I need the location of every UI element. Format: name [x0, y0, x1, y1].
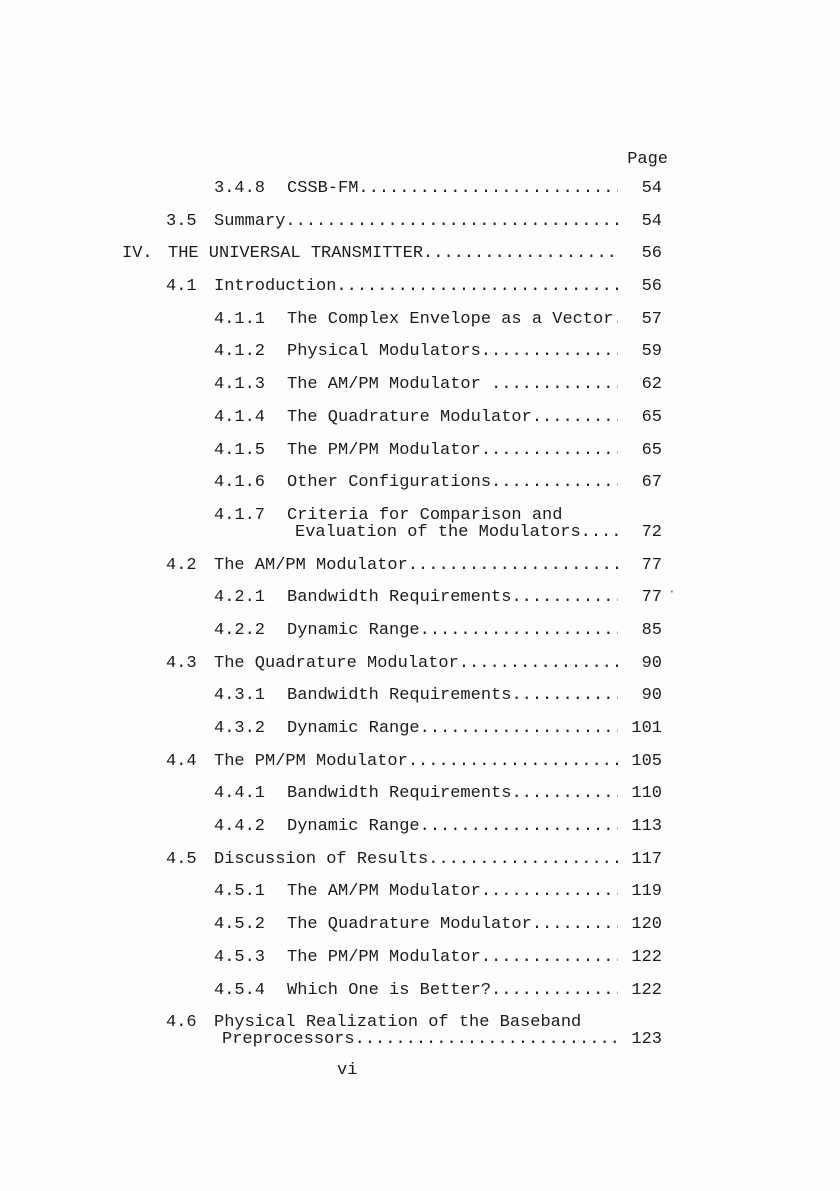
toc-entry — [122, 507, 662, 541]
toc-entry — [122, 851, 662, 868]
toc-entry-number: 4.4.1 — [214, 784, 266, 804]
page-number-footer: vi — [337, 1061, 358, 1080]
toc-entry-title: The AM/PM Modulator — [287, 882, 481, 902]
dot-leader — [420, 818, 618, 835]
toc-entry-page: 56 — [641, 244, 662, 264]
dot-leader — [511, 589, 618, 606]
toc-entry-page: 119 — [631, 882, 662, 902]
toc-entry-page: 72 — [641, 522, 662, 542]
toc-entry-title: The Quadrature Modulator — [287, 915, 532, 935]
toc-entry-number: 4.4.2 — [214, 817, 266, 837]
toc-entry-title: THE UNIVERSAL TRANSMITTER — [168, 244, 424, 264]
toc-entry-title: Introduction — [214, 277, 337, 297]
toc-entry-page: 90 — [641, 653, 662, 673]
toc-entry-title: Bandwidth Requirements — [287, 686, 512, 706]
dot-leader — [481, 883, 618, 900]
toc-entry — [122, 949, 662, 966]
toc-entry-page: 122 — [631, 947, 662, 967]
toc-entry — [122, 720, 662, 737]
toc-entry-title: Summary — [214, 211, 286, 231]
dot-leader — [420, 720, 618, 737]
toc-entry — [122, 687, 662, 704]
toc-entry-page: 56 — [641, 277, 662, 297]
toc-entry-title: The Quadrature Modulator — [214, 653, 459, 673]
dot-leader — [581, 524, 618, 541]
dot-leader — [491, 376, 618, 393]
toc-entry-title: The PM/PM Modulator — [287, 947, 481, 967]
toc-entry — [122, 474, 662, 491]
page-column-header: Page — [627, 150, 668, 169]
toc-entry — [122, 883, 662, 900]
toc-entry-title-wrap — [214, 1014, 662, 1048]
toc-entry-page: 101 — [631, 719, 662, 738]
dot-leader — [336, 278, 618, 295]
toc-entry-number: 4.2 — [166, 555, 197, 575]
toc-entry — [122, 589, 662, 606]
toc-entry — [122, 278, 662, 295]
toc-entry-page: 120 — [631, 915, 662, 935]
toc-entry-number: IV. — [122, 244, 153, 264]
toc-entry-number: 4.3 — [166, 653, 197, 673]
toc-entry-title: The PM/PM Modulator — [287, 440, 481, 460]
dot-leader — [481, 343, 618, 360]
toc-entry-page: 54 — [641, 179, 662, 198]
toc-entry-title: Bandwidth Requirements — [287, 588, 512, 608]
toc-entry-title: Criteria for Comparison and — [287, 505, 563, 525]
dot-leader — [408, 557, 618, 574]
toc-entry-page: 117 — [631, 849, 662, 869]
dot-leader — [481, 949, 618, 966]
toc-entry — [122, 409, 662, 426]
toc-entry — [122, 442, 662, 459]
toc-entry — [122, 655, 662, 672]
toc-entry-number: 4.1.3 — [214, 375, 266, 395]
toc-entry-title: Physical Realization of the Baseband — [214, 1013, 582, 1033]
toc-entry — [122, 343, 662, 360]
toc-entry — [122, 753, 662, 770]
toc-entry-number: 4.2.2 — [214, 620, 266, 640]
toc-entry — [122, 376, 662, 393]
toc-entry — [122, 180, 662, 197]
toc-entry-number: 4.1.6 — [214, 473, 266, 493]
toc-entry — [122, 245, 662, 262]
toc-entry-number: 4.6 — [166, 1013, 197, 1033]
toc-entry-page: 113 — [631, 817, 662, 837]
toc-entry-title-continued: Preprocessors — [222, 1030, 355, 1050]
toc-entry-number: 4.3.1 — [214, 686, 266, 706]
toc-entry-number: 4.5.1 — [214, 882, 266, 902]
toc-entry-title: Bandwidth Requirements — [287, 784, 512, 804]
toc-entry-number: 4.1.7 — [214, 505, 266, 525]
toc-entry-title-wrap — [287, 507, 662, 541]
toc-entry-page: 65 — [641, 440, 662, 460]
toc-entry — [122, 557, 662, 574]
toc-entry-title: Dynamic Range — [287, 719, 420, 738]
toc-entry-page: 65 — [641, 407, 662, 427]
toc-entry-title: Physical Modulators — [287, 342, 481, 362]
dot-leader — [459, 655, 618, 672]
scan-artifact-dot: · — [668, 584, 676, 599]
dot-leader — [511, 687, 618, 704]
toc-entry-page: 77 — [641, 555, 662, 575]
toc-entry — [122, 1014, 662, 1048]
toc-entry-title: Dynamic Range — [287, 817, 420, 837]
toc-entry-number: 4.5.4 — [214, 980, 266, 1000]
toc-entry-number: 4.3.2 — [214, 719, 266, 738]
toc-entry — [122, 311, 662, 328]
table-of-contents — [122, 180, 662, 1048]
toc-entry-title: Dynamic Range — [287, 620, 420, 640]
toc-entry — [122, 785, 662, 802]
dot-leader — [532, 409, 618, 426]
dot-leader — [420, 622, 618, 639]
dot-leader — [408, 753, 618, 770]
dot-leader — [491, 474, 618, 491]
dot-leader — [423, 245, 618, 262]
toc-entry — [122, 916, 662, 933]
toc-entry — [122, 982, 662, 999]
toc-entry-number: 4.1.1 — [214, 309, 266, 329]
toc-entry-page: 57 — [641, 309, 662, 329]
toc-entry — [122, 818, 662, 835]
dot-leader — [532, 916, 618, 933]
toc-entry-page: 122 — [631, 980, 662, 1000]
dot-leader — [358, 180, 618, 197]
toc-entry-page: 110 — [631, 784, 662, 804]
toc-entry-page: 54 — [641, 211, 662, 231]
toc-entry-number: 4.1 — [166, 277, 197, 297]
toc-entry-title-continued: Evaluation of the Modulators — [295, 522, 581, 542]
toc-entry-number: 4.4 — [166, 751, 197, 771]
toc-entry-title: Which One is Better? — [287, 980, 492, 1000]
toc-entry-title: CSSB-FM — [287, 179, 359, 198]
dot-leader — [491, 982, 618, 999]
dot-leader — [285, 213, 618, 230]
toc-entry-title: The AM/PM Modulator — [214, 555, 408, 575]
toc-entry-number: 4.5.3 — [214, 947, 266, 967]
toc-entry-number: 4.1.4 — [214, 407, 266, 427]
toc-entry — [122, 213, 662, 230]
toc-entry-number: 3.5 — [166, 211, 197, 231]
toc-entry-title: The AM/PM Modulator — [287, 375, 492, 395]
toc-entry-page: 105 — [631, 751, 662, 771]
toc-entry-page: 59 — [641, 342, 662, 362]
toc-entry-title: The Quadrature Modulator — [287, 407, 532, 427]
toc-entry-page: 123 — [631, 1030, 662, 1050]
toc-entry-page: 67 — [641, 473, 662, 493]
toc-entry-page: 85 — [641, 620, 662, 640]
dot-leader — [428, 851, 618, 868]
toc-entry-page: 77 — [641, 588, 662, 608]
dot-leader — [511, 785, 618, 802]
toc-entry-title: Other Configurations — [287, 473, 492, 493]
toc-entry-number: 3.4.8 — [214, 179, 266, 198]
toc-entry-number: 4.1.5 — [214, 440, 266, 460]
toc-entry — [122, 622, 662, 639]
dot-leader — [355, 1031, 618, 1048]
toc-entry-number: 4.5.2 — [214, 915, 266, 935]
toc-entry-page: 90 — [641, 686, 662, 706]
toc-entry-number: 4.1.2 — [214, 342, 266, 362]
dot-leader — [481, 442, 618, 459]
toc-entry-title: The Complex Envelope as a Vector — [287, 309, 614, 329]
toc-entry-title: Discussion of Results — [214, 849, 429, 869]
toc-entry-number: 4.5 — [166, 849, 197, 869]
toc-entry-page: 62 — [641, 375, 662, 395]
toc-entry-title: The PM/PM Modulator — [214, 751, 408, 771]
toc-entry-number: 4.2.1 — [214, 588, 266, 608]
